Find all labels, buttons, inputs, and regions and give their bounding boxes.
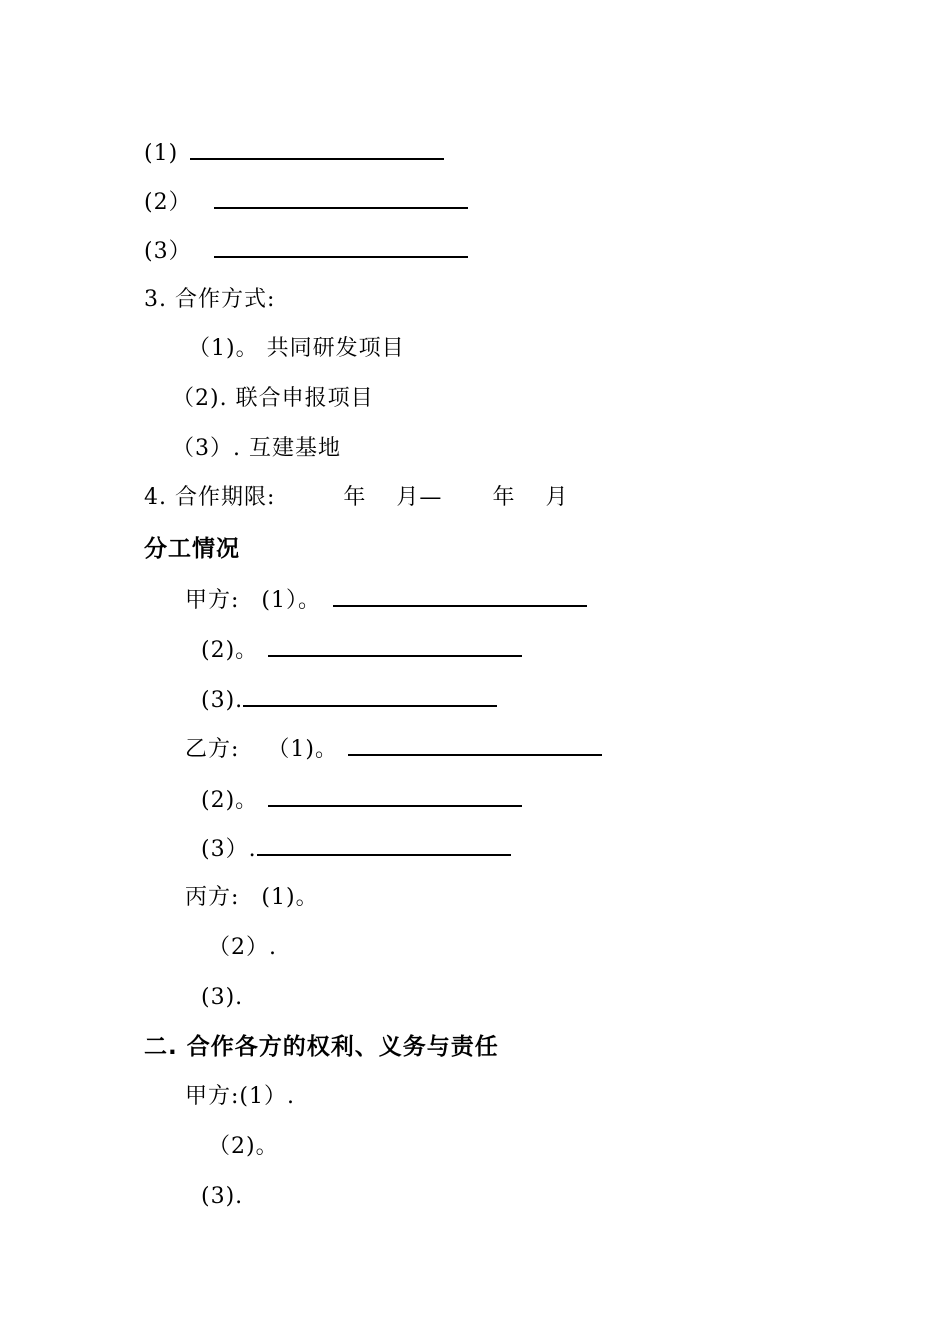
cooperation-period xyxy=(144,484,568,512)
division-heading: 分工情况 xyxy=(144,536,240,562)
item-label: (1）. xyxy=(239,1084,295,1109)
party-c-division-2: （2）. xyxy=(208,935,277,960)
fill-in-blank[interactable] xyxy=(243,685,497,707)
cooperation-method-title: 3. 合作方式: xyxy=(144,287,276,312)
party-c-division-1 xyxy=(185,884,319,912)
party-a-label: 甲方: xyxy=(185,1084,240,1109)
item-label: (1)。 xyxy=(261,885,319,910)
fill-in-blank[interactable] xyxy=(268,635,522,657)
period-month-end: 月 xyxy=(545,485,569,510)
item-label: (2)。 xyxy=(201,788,259,813)
rights-heading: 二. 合作各方的权利、义务与责任 xyxy=(144,1034,499,1060)
method-item-1: （1)。 共同研发项目 xyxy=(188,336,405,361)
fill-in-blank[interactable] xyxy=(214,187,468,209)
fill-in-blank[interactable] xyxy=(190,138,444,160)
fill-in-blank[interactable] xyxy=(214,236,468,258)
item-label: (2)。 xyxy=(201,638,259,663)
method-item-2: （2). 联合申报项目 xyxy=(172,386,374,411)
item-label: (3）. xyxy=(201,837,257,862)
blank-line-1 xyxy=(144,138,444,168)
period-year-start: 年 xyxy=(343,485,367,510)
fill-in-blank[interactable] xyxy=(348,734,602,756)
period-label: 4. 合作期限: xyxy=(144,485,276,510)
fill-in-blank[interactable] xyxy=(257,834,511,856)
party-b-division-1 xyxy=(185,734,602,764)
party-c-label: 丙方: xyxy=(185,885,240,910)
rights-party-a-3: (3). xyxy=(201,1184,244,1209)
party-b-division-2 xyxy=(201,785,522,815)
item-label: (1）。 xyxy=(261,588,322,613)
blank-label: (3） xyxy=(144,239,192,264)
party-a-division-2 xyxy=(201,635,522,665)
party-c-division-3: (3). xyxy=(201,985,244,1010)
blank-line-2 xyxy=(144,187,468,217)
blank-line-3 xyxy=(144,236,468,266)
rights-party-a-1 xyxy=(185,1083,295,1111)
party-a-division-3 xyxy=(201,685,497,715)
period-year-end: 年 xyxy=(492,485,516,510)
item-label: （1)。 xyxy=(267,737,339,762)
method-item-3: （3）. 互建基地 xyxy=(172,436,341,461)
party-a-label: 甲方: xyxy=(185,588,240,613)
period-month-start: 月— xyxy=(396,485,443,510)
fill-in-blank[interactable] xyxy=(268,785,522,807)
blank-label: (1) xyxy=(144,141,179,166)
rights-party-a-2: （2)。 xyxy=(208,1134,279,1159)
party-b-label: 乙方: xyxy=(185,737,240,762)
blank-label: (2） xyxy=(144,190,192,215)
item-label: (3). xyxy=(201,688,244,713)
party-a-division-1 xyxy=(185,585,587,615)
fill-in-blank[interactable] xyxy=(333,585,587,607)
party-b-division-3 xyxy=(201,834,511,864)
